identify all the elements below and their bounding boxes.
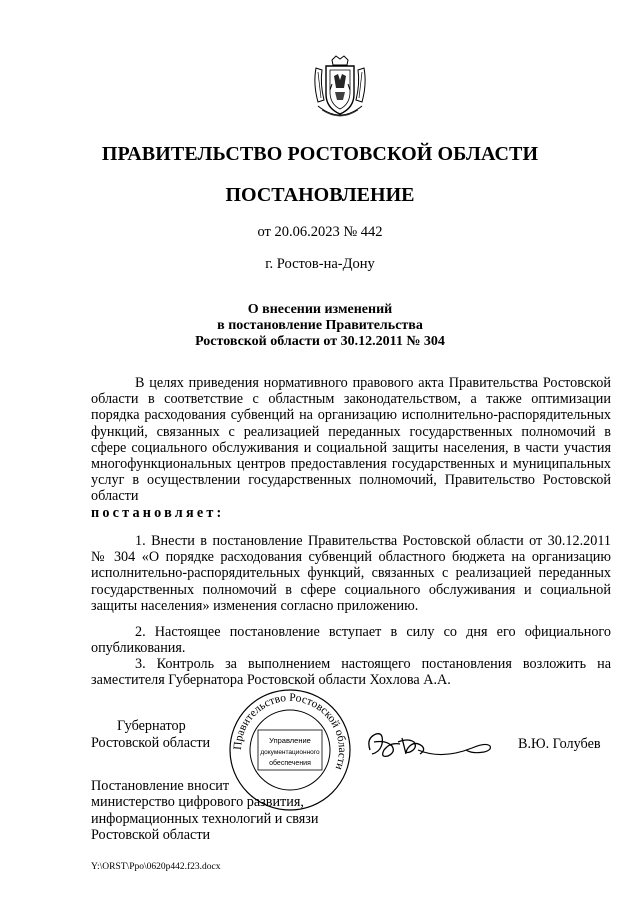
document-type: ПОСТАНОВЛЕНИЕ — [225, 184, 415, 206]
stamp-ring-text: Правительство Ростовской области — [231, 691, 349, 772]
intro-paragraph — [91, 375, 611, 521]
signatory-name: В.Ю. Голубев — [518, 736, 601, 752]
document-subject — [0, 302, 640, 350]
subject-line: в постановление Правительства — [217, 318, 423, 333]
decree-item-3 — [91, 656, 611, 688]
submitted-by-line: Постановление вносит — [91, 778, 230, 794]
decree-item-2 — [91, 624, 611, 656]
submitted-by-line: информационных технологий и связи — [91, 810, 319, 827]
subject-line: Ростовской области от 30.12.2011 № 304 — [195, 334, 445, 349]
decree-item-1 — [91, 533, 611, 614]
decree-word: постановляет: — [91, 504, 225, 521]
handwritten-signature — [362, 720, 502, 768]
submitted-by-block — [91, 778, 318, 844]
signatory-title-line: Губернатор — [117, 718, 186, 734]
stamp-inner-line: Управление — [269, 736, 311, 745]
signatory-title-line: Ростовской области — [91, 735, 211, 751]
signatory-title — [91, 718, 210, 752]
subject-line: О внесении изменений — [247, 302, 393, 317]
organization-title: ПРАВИТЕЛЬСТВО РОСТОВСКОЙ ОБЛАСТИ — [101, 143, 539, 165]
stamp-inner-line: документационного — [260, 749, 320, 756]
item-text: 3. Контроль за выполнением настоящего постановления возложить на заместителя Губернатора Ростовской области Хохлова А.А. — [91, 656, 611, 689]
item-text: 1. Внести в постановление Правительства Ростовской области от 30.12.2011 № 304 «О порядке расходования субвенций областного бюджета на организацию исполнительно-распорядительных функций, связанных с реализацией переданных государственных полномочий в сфере социального обслуживания и социальной защиты населения» изменения согласно приложению. — [91, 533, 611, 614]
submitted-by-line: министерство цифрового развития, — [91, 794, 304, 811]
stamp-inner-line: обеспечения — [269, 760, 311, 767]
city: г. Ростов-на-Дону — [265, 256, 375, 272]
submitted-by-line: Ростовской области — [91, 827, 211, 844]
intro-text: В целях приведения нормативного правового акта Правительства Ростовской области в соответствие с областным законодательством, а также оптимизации порядка расходования субвенций на организацию исполнительно-распорядительных функций, связанных с реализацией переданных государственных полномочий в сфере социального обслуживания и социальной защиты населения, в части участия многофункциональных центров предоставления государственных и муниципальных услуг в осуществлении государственных полномочий, Правительство Ростовской области — [91, 375, 611, 505]
date-number: от 20.06.2023 № 442 — [257, 224, 383, 240]
coat-of-arms-icon — [310, 54, 370, 124]
item-text: 2. Настоящее постановление вступает в силу со дня его официального опубликования. — [91, 624, 611, 657]
file-path: Y:\ORST\Ppo\0620p442.f23.docx — [91, 862, 221, 872]
